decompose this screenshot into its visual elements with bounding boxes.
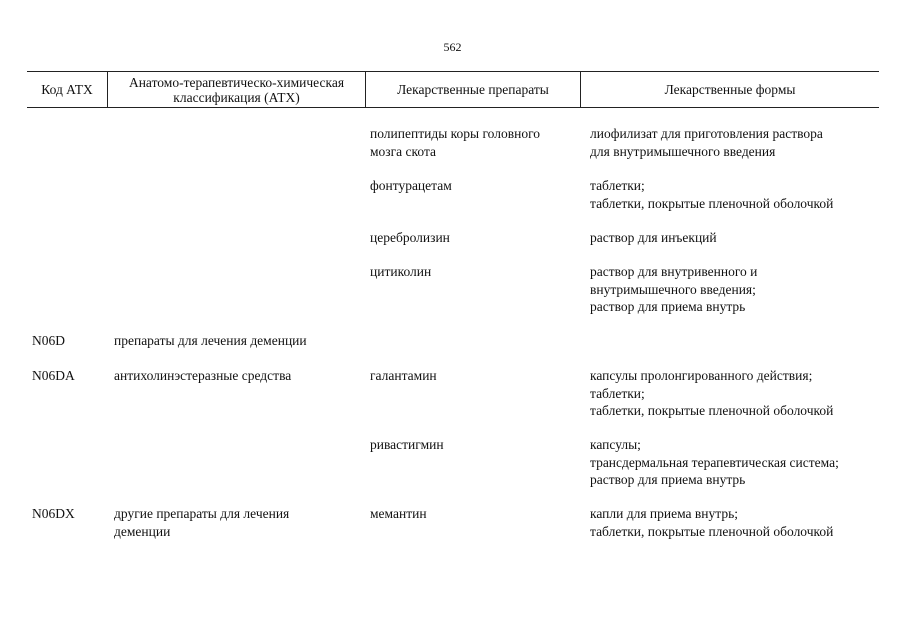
atc-code: N06DA <box>32 368 75 383</box>
drug-name: ривастигмин <box>370 437 444 452</box>
header-drugs: Лекарственные препараты <box>397 82 549 97</box>
drug-name: галантамин <box>370 368 437 383</box>
atc-code: N06DX <box>32 506 75 521</box>
drug-forms: лиофилизат для приготовления раствора для внутримышечного введения <box>590 126 823 159</box>
drug-name: церебролизин <box>370 230 450 245</box>
page-number: 562 <box>443 40 462 54</box>
atc-classification: другие препараты для лечения деменции <box>114 506 290 539</box>
drug-forms: капли для приема внутрь; таблетки, покрытые пленочной оболочкой <box>590 506 834 539</box>
table-header-rule <box>27 107 879 108</box>
drug-forms: капсулы; трансдермальная терапевтическая система; раствор для приема внутрь <box>590 437 839 487</box>
atc-classification: препараты для лечения деменции <box>114 333 307 348</box>
atc-classification: антихолинэстеразные средства <box>114 368 292 383</box>
drug-forms: таблетки; таблетки, покрытые пленочной оболочкой <box>590 178 834 211</box>
drug-name: полипептиды коры головного мозга скота <box>370 126 541 159</box>
drug-forms: капсулы пролонгированного действия; таблетки; таблетки, покрытые пленочной оболочкой <box>590 368 834 418</box>
drug-forms: раствор для инъекций <box>590 230 717 245</box>
header-classification: Анатомо-терапевтическо-химическая классификация (АТХ) <box>128 74 345 105</box>
drug-name: мемантин <box>370 506 427 521</box>
drug-name: цитиколин <box>370 264 432 279</box>
drug-forms: раствор для внутривенного и внутримышечного введения; раствор для приема внутрь <box>590 264 758 314</box>
atc-code: N06D <box>32 333 65 348</box>
drug-name: фонтурацетам <box>370 178 452 193</box>
header-forms: Лекарственные формы <box>664 82 796 97</box>
header-code: Код АТХ <box>41 82 93 97</box>
